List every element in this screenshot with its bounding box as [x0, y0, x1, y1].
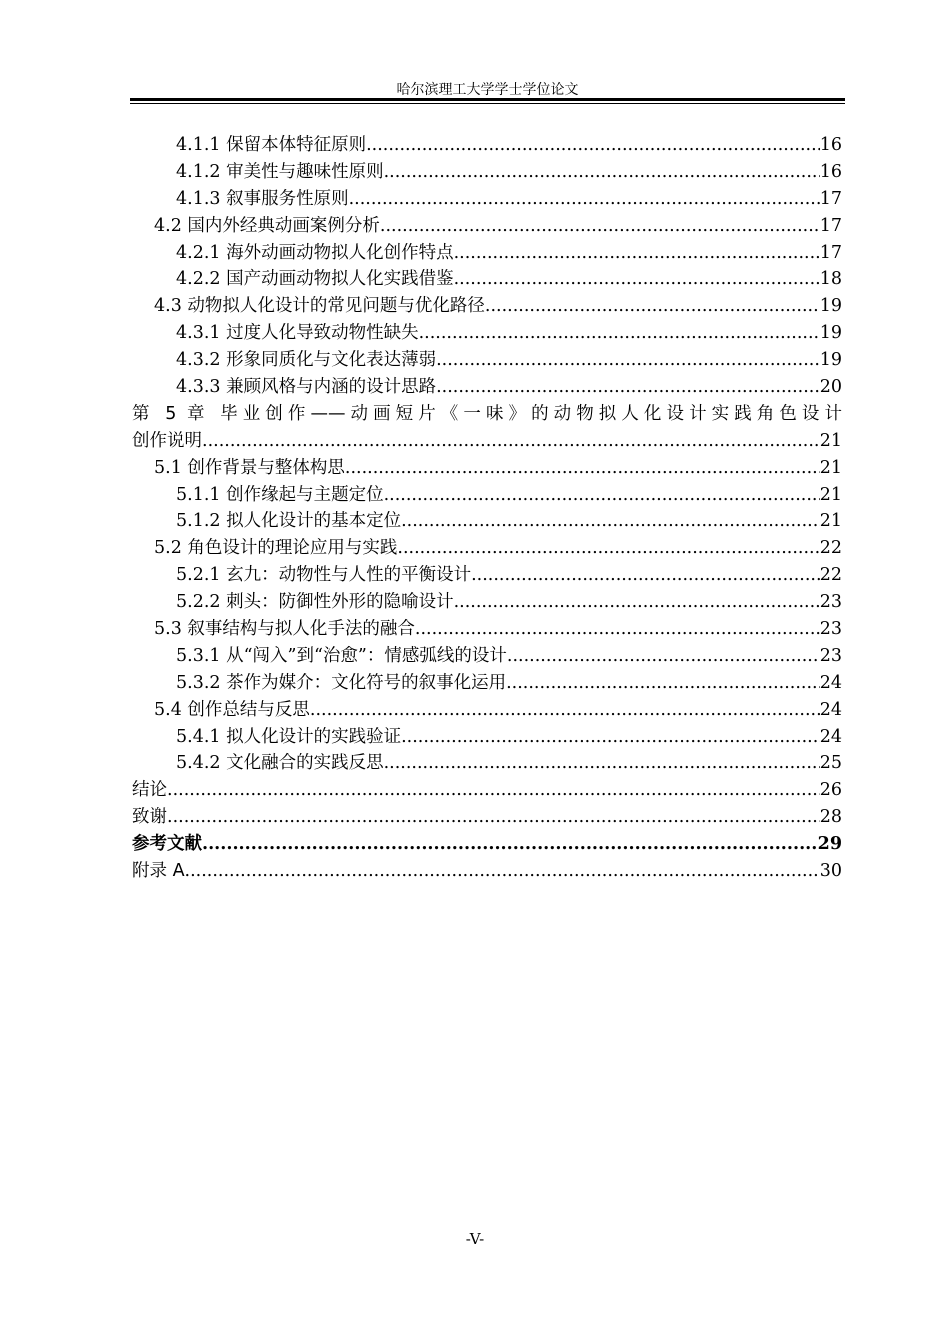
toc-dot-leader	[454, 240, 820, 267]
toc-entry[interactable]	[132, 159, 842, 186]
toc-dot-leader	[419, 320, 820, 347]
toc-dot-leader	[436, 374, 820, 401]
toc-entry-title: 4.2.2 国产动画动物拟人化实践借鉴	[176, 269, 454, 290]
toc-page-number: 17	[819, 242, 842, 263]
toc-entry-title: 5.4 创作总结与反思	[154, 699, 310, 720]
toc-entry[interactable]	[132, 724, 842, 751]
page-number: -V-	[465, 1230, 485, 1248]
toc-page-number: 24	[819, 699, 842, 720]
toc-entry[interactable]	[132, 562, 842, 589]
toc-page-number: 18	[819, 269, 842, 290]
toc-page-number: 16	[819, 135, 842, 155]
toc-entry[interactable]	[132, 831, 842, 858]
toc-entry[interactable]	[132, 697, 842, 724]
toc-entry-title: 4.2.1 海外动画动物拟人化创作特点	[176, 242, 454, 263]
toc-dot-leader	[380, 213, 820, 240]
toc-entry[interactable]	[132, 374, 842, 401]
toc-entry-title: 5.2 角色设计的理论应用与实践	[154, 538, 398, 559]
toc-entry[interactable]	[132, 750, 842, 777]
toc-entry-title: 5.4.1 拟人化设计的实践验证	[176, 726, 402, 747]
toc-page-number: 24	[819, 726, 842, 747]
toc-dot-leader	[401, 508, 820, 535]
toc-entry-title: 5.1.2 拟人化设计的基本定位	[176, 511, 402, 532]
toc-page-number: 24	[819, 672, 842, 693]
toc-entry-title: 4.3 动物拟人化设计的常见问题与优化路径	[154, 296, 485, 317]
page-header: 哈尔滨理工大学学士学位论文	[396, 82, 579, 98]
toc-page-number: 20	[819, 377, 842, 398]
toc-dot-leader	[471, 562, 820, 589]
toc-page-number: 26	[819, 780, 842, 801]
toc-entry[interactable]	[132, 804, 842, 831]
toc-entry-title: 5.2.1 玄九：动物性与人性的平衡设计	[176, 565, 472, 586]
toc-page-number: 19	[819, 323, 842, 344]
toc-entry-title: 5.2.2 刺头：防御性外形的隐喻设计	[176, 592, 454, 613]
toc-entry-title: 4.1.3 叙事服务性原则	[176, 188, 349, 209]
toc-section-chapter4	[132, 132, 842, 401]
toc-entry[interactable]	[132, 347, 842, 374]
toc-entry[interactable]	[132, 616, 842, 643]
toc-dot-leader	[384, 159, 820, 186]
toc-dot-leader	[454, 266, 820, 293]
toc-page-number: 17	[819, 188, 842, 209]
toc-page-number: 23	[819, 592, 842, 613]
toc-entry-title: 5.3.1 从“闯入”到“治愈”：情感弧线的设计	[176, 645, 507, 666]
toc-page-number: 21	[819, 457, 842, 478]
toc-entry[interactable]	[132, 535, 842, 562]
toc-dot-leader	[485, 293, 820, 320]
toc-dot-leader	[436, 347, 820, 374]
toc-entry[interactable]	[132, 132, 842, 159]
toc-page-number: 22	[819, 565, 842, 586]
toc-entry-title: 4.3.3 兼顾风格与内涵的设计思路	[176, 377, 437, 398]
table-of-contents	[132, 132, 842, 885]
header-rule-thin	[130, 103, 845, 104]
toc-page-number: 25	[819, 753, 842, 774]
toc-entry-title: 5.1 创作背景与整体构思	[154, 457, 345, 478]
toc-entry	[132, 428, 842, 455]
toc-page-number: 19	[819, 296, 842, 317]
toc-entry[interactable]	[132, 293, 842, 320]
toc-page-number: 23	[819, 645, 842, 666]
toc-page-number: 28	[819, 807, 842, 828]
toc-dot-leader	[401, 724, 820, 751]
toc-entry-title: 创作说明	[132, 430, 202, 451]
toc-dot-leader	[507, 643, 820, 670]
toc-entry-title: 4.1.2 审美性与趣味性原则	[176, 161, 384, 182]
toc-page-number: 23	[819, 619, 842, 640]
toc-page-number: 19	[819, 350, 842, 371]
toc-page-number: 29	[817, 834, 842, 855]
toc-entry-title: 4.3.1 过度人化导致动物性缺失	[176, 323, 419, 344]
toc-entry[interactable]	[132, 643, 842, 670]
toc-dot-leader	[202, 831, 818, 858]
toc-dot-leader	[397, 535, 819, 562]
toc-page-number: 21	[819, 511, 842, 532]
toc-entry[interactable]	[132, 777, 842, 804]
toc-dot-leader	[185, 858, 820, 885]
toc-dot-leader	[167, 777, 820, 804]
toc-dot-leader	[415, 616, 820, 643]
toc-entry-title: 致谢	[132, 807, 167, 828]
toc-entry[interactable]	[132, 266, 842, 293]
toc-entry-title: 4.1.1 保留本体特征原则	[176, 135, 367, 155]
toc-dot-leader	[366, 132, 820, 159]
toc-dot-leader	[202, 428, 820, 455]
toc-entry[interactable]	[132, 455, 842, 482]
toc-entry[interactable]	[132, 186, 842, 213]
toc-dot-leader	[345, 455, 820, 482]
toc-dot-leader	[384, 750, 820, 777]
toc-dot-leader	[167, 804, 820, 831]
toc-entry-title: 4.2 国内外经典动画案例分析	[154, 215, 380, 236]
toc-entry-title: 5.1.1 创作缘起与主题定位	[176, 484, 384, 505]
toc-page-number: 22	[819, 538, 842, 559]
toc-entry-title: 5.3 叙事结构与拟人化手法的融合	[154, 619, 415, 640]
toc-entry-chapter5[interactable]	[132, 401, 842, 455]
toc-entry-title: 结论	[132, 780, 167, 801]
toc-dot-leader	[384, 482, 820, 509]
toc-dot-leader	[310, 697, 820, 724]
toc-entry-title: 4.3.2 形象同质化与文化表达薄弱	[176, 350, 437, 371]
toc-entry[interactable]	[132, 858, 842, 885]
toc-entry[interactable]	[132, 482, 842, 509]
toc-dot-leader	[349, 186, 820, 213]
toc-entry-title: 5.4.2 文化融合的实践反思	[176, 753, 384, 774]
toc-page-number: 16	[819, 161, 842, 182]
toc-dot-leader	[454, 589, 820, 616]
toc-entry[interactable]	[132, 213, 842, 240]
toc-entry[interactable]	[132, 508, 842, 535]
toc-entry[interactable]	[132, 670, 842, 697]
toc-entry[interactable]	[132, 320, 842, 347]
toc-entry[interactable]	[132, 240, 842, 267]
toc-page-number: 21	[819, 430, 842, 451]
toc-page-number: 21	[819, 484, 842, 505]
header-rule-thick	[130, 98, 845, 101]
toc-dot-leader	[506, 670, 820, 697]
toc-entry[interactable]	[132, 589, 842, 616]
toc-entry-title: 第 5 章 毕业创作——动画短片《一味》的动物拟人化设计实践角色设计	[132, 403, 842, 424]
toc-page-number: 17	[819, 215, 842, 236]
toc-entry-title: 5.3.2 茶作为媒介：文化符号的叙事化运用	[176, 672, 507, 693]
toc-section-chapter5-and-backmatter	[132, 455, 842, 885]
toc-entry-title: 附录 A	[132, 861, 185, 882]
toc-page-number: 30	[819, 861, 842, 882]
toc-entry-title: 参考文献	[132, 834, 202, 855]
